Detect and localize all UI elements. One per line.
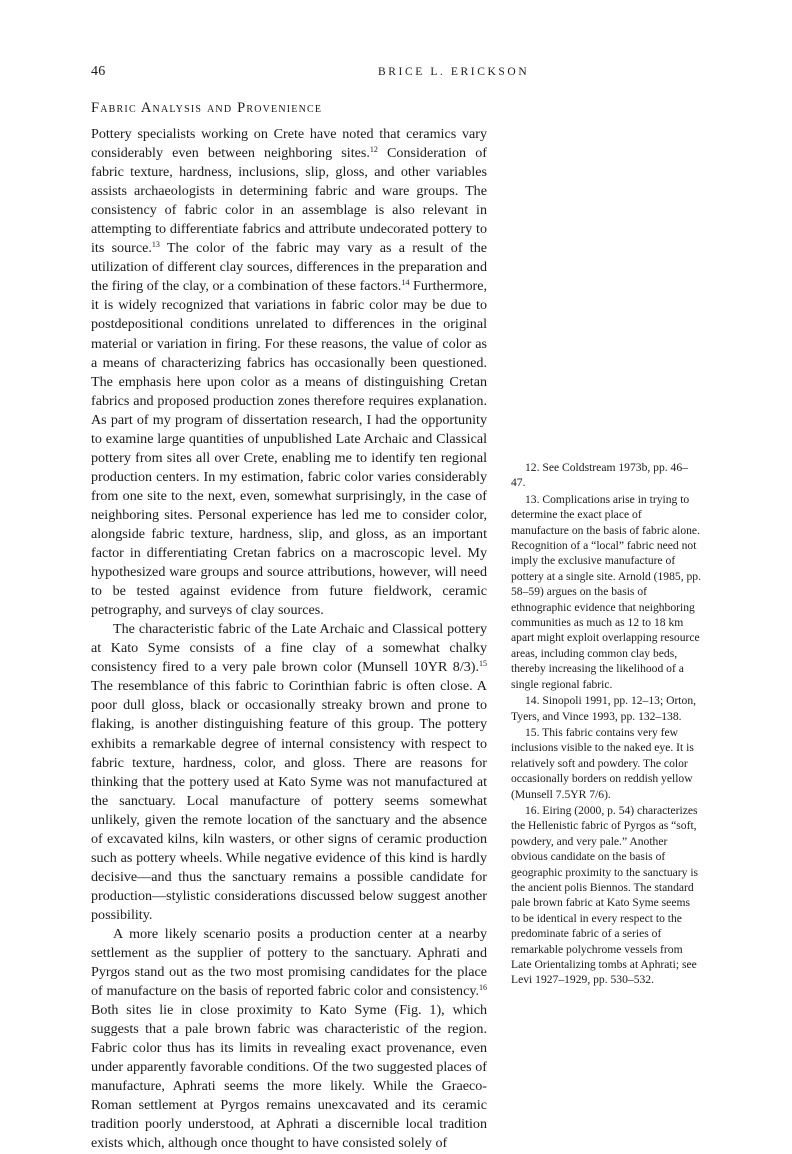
footnote-ref-14: 14	[401, 278, 410, 288]
footnote-16: 16. Eiring (2000, p. 54) characterizes the Hellenistic fabric of Pyrgos as “soft, powdery, and very pale.” Another obvious candidate on the basis of geographic proximity to the sanctuary is the ancient polis Biennos. The standard pale brown fabric at Kato Syme seems to be identical in every respect to the predominate fabric of a series of remarkable polychrome vessels from Late Orientalizing tombs at Aphrati; see Levi 1927–1929, pp. 530–532.	[511, 803, 699, 987]
running-head: BRICE L. ERICKSON	[378, 66, 530, 78]
footnote-15: 15. This fabric contains very few inclusions visible to the naked eye. It is relatively soft and powdery. The color occasionally borders on reddish yellow (Munsell 7.5YR 7/6).	[511, 725, 694, 801]
paragraph-3: A more likely scenario posits a production center at a nearby settlement as the supplier of pottery to the sanctuary. Aphrati and Pyrgos stand out as the two most promising candidates for the place of manufacture on the basis of reported fabric color and consistency.$^{16}$ Both sites lie in close proximity to Kato Syme (Fig. 1), which suggests that a pale brown fabric was characteristic of the region. Fabric color thus has its limits in revealing exact provenance, even under apparently favorable conditions. Of the two suggested places of manufacture, Aphrati seems the more likely. While the Graeco-Roman settlement at Pyrgos remains unexcavated and its ceramic tradition poorly understood, at Aphrati a discernible local tradition exists which, although once thought to have consisted solely of	[91, 925, 487, 1152]
footnote-ref-13: 13	[151, 240, 160, 250]
paragraph-1: Pottery specialists working on Crete have noted that ceramics vary considerably even between neighboring sites.$^{12}$ Consideration of fabric texture, hardness, inclusions, slip, gloss, and other variables assists archaeologists in determining fabric and ware groups. The consistency of fabric color in an assemblage is also relevant in attempting to differentiate fabrics and attribute undecorated pottery to its source.$^{13}$ The color of the fabric may vary as a result of the utilization of different clay sources, differences in the preparation and the firing of the clay, or a combination of these factors.$^{14}$ Furthermore, it is widely recognized that variations in fabric color may be due to postdepositional conditions unrelated to differences in the original material or variation in firing. For these reasons, the value of color as a means of characterizing fabrics has occasionally been questioned. The emphasis here upon color as a means of distinguishing Cretan fabrics and proposed production zones therefore requires explanation. As part of my program of dissertation research, I had the opportunity to examine large quantities of unpublished Late Archaic and Classical pottery from sites all over Crete, enabling me to identify ten regional production centers. In my estimation, fabric color varies considerably from one site to the next, even, somewhat surprisingly, in the case of neighboring sites. Personal experience has led me to consider color, alongside fabric texture, hardness, slip, and gloss, as an important factor in differentiating Cretan fabrics on a macroscopic level. My hypothesized ware groups and source attributions, however, will need to be tested against evidence from future fieldwork, ceramic petrography, and surveys of clay sources.	[91, 126, 487, 619]
footnotes-column	[511, 460, 701, 989]
footnote-ref-15: 15	[479, 659, 487, 669]
footnote-13: 13. Complications arise in trying to determine the exact place of manufacture on the basis of fabric alone. Recognition of a “local” fabric need not imply the exclusive manufacture of pottery at a single site. Arnold (1985, pp. 58–59) argues on the basis of ethnographic evidence that neighboring communities as much as 12 to 18 km apart might exploit overlapping resource areas, including common clay beds, thereby increasing the likelihood of a single regional fabric.	[511, 492, 701, 691]
footnote-ref-16: 16	[479, 983, 487, 993]
main-text-column	[91, 125, 487, 1154]
footnote-ref-12: 12	[369, 145, 378, 155]
footnote-12: 12. See Coldstream 1973b, pp. 46–47.	[511, 461, 688, 490]
footnote-14: 14. Sinopoli 1991, pp. 12–13; Orton, Tyers, and Vince 1993, pp. 132–138.	[511, 694, 697, 723]
paragraph-2: The characteristic fabric of the Late Archaic and Classical pottery at Kato Syme consists of a fine clay of a somewhat chalky consistency fired to a very pale brown color (Munsell 10YR 8/3).$^{15}$ The resemblance of this fabric to Corinthian fabric is often close. A poor dull gloss, black or occasionally streaky brown and prone to flaking, is another distinguishing feature of this group. The pottery exhibits a remarkable degree of internal consistency with respect to fabric texture, hardness, color, and gloss. There are reasons for thinking that the pottery used at Kato Syme was not manufactured at the sanctuary. Local manufacture of pottery seems somewhat unlikely, given the remote location of the sanctuary and the absence of excavated kilns, kiln wasters, or other signs of ceramic production such as pottery wheels. While negative evidence of this kind is hardly decisive—and thus the sanctuary remains a possible candidate for production—stylistic considerations discussed below suggest another possibility.	[91, 621, 487, 923]
page-number: 46	[91, 64, 106, 79]
section-heading: Fabric Analysis and Provenience	[91, 100, 323, 116]
